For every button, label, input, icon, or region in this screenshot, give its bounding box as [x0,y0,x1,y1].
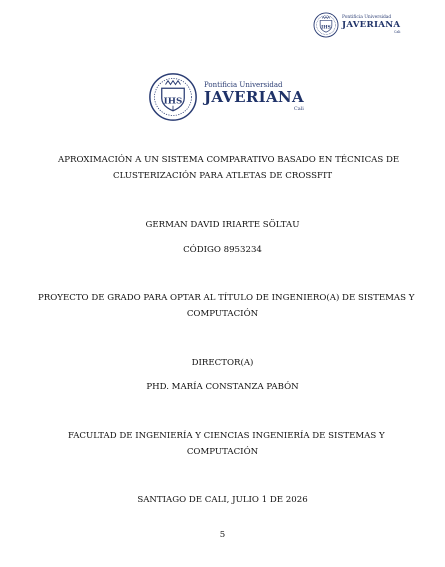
university-logo-small [313,12,400,38]
svg-text:IHS: IHS [163,96,183,107]
director-label: DIRECTOR(A) [191,358,254,368]
university-logo-large [148,72,304,122]
logo-small-main-text: JAVERIANA [342,20,401,31]
place-and-date: SANTIAGO DE CALI, JULIO 1 DE 2026 [137,495,308,505]
university-seal-icon [313,12,339,38]
student-code: CÓDIGO 8953234 [183,245,262,255]
page-number: 5 [219,530,226,540]
logo-large-main-text: JAVERIANA [204,88,304,106]
logo-large-top-text: Pontificia Universidad [204,81,283,89]
logo-large-sub-text: Cali [293,106,304,112]
university-seal-icon [148,72,198,122]
project-line-2: COMPUTACIÓN [186,309,259,319]
project-line-1: PROYECTO DE GRADO PARA OPTAR AL TÍTULO DE INGENIERO(A) DE SISTEMAS Y [38,293,415,303]
thesis-title-line-2: CLUSTERIZACIÓN PARA ATLETAS DE CROSSFIT [113,171,333,181]
author-name: GERMAN DAVID IRIARTE SÖLTAU [145,220,300,230]
logo-small-top-text: Pontificia Universidad [342,14,392,20]
thesis-title-line-1: APROXIMACIÓN A UN SISTEMA COMPARATIVO BASADO EN TÉCNICAS DE [58,155,400,165]
faculty-line-2: COMPUTACIÓN [186,447,259,457]
faculty-line-1: FACULTAD DE INGENIERÍA Y CIENCIAS INGENIERÍA DE SISTEMAS Y [68,431,385,441]
svg-text:IHS: IHS [321,25,331,31]
logo-small-sub-text: Cali [394,29,401,34]
director-name: PHD. MARÍA CONSTANZA PABÓN [146,382,299,392]
